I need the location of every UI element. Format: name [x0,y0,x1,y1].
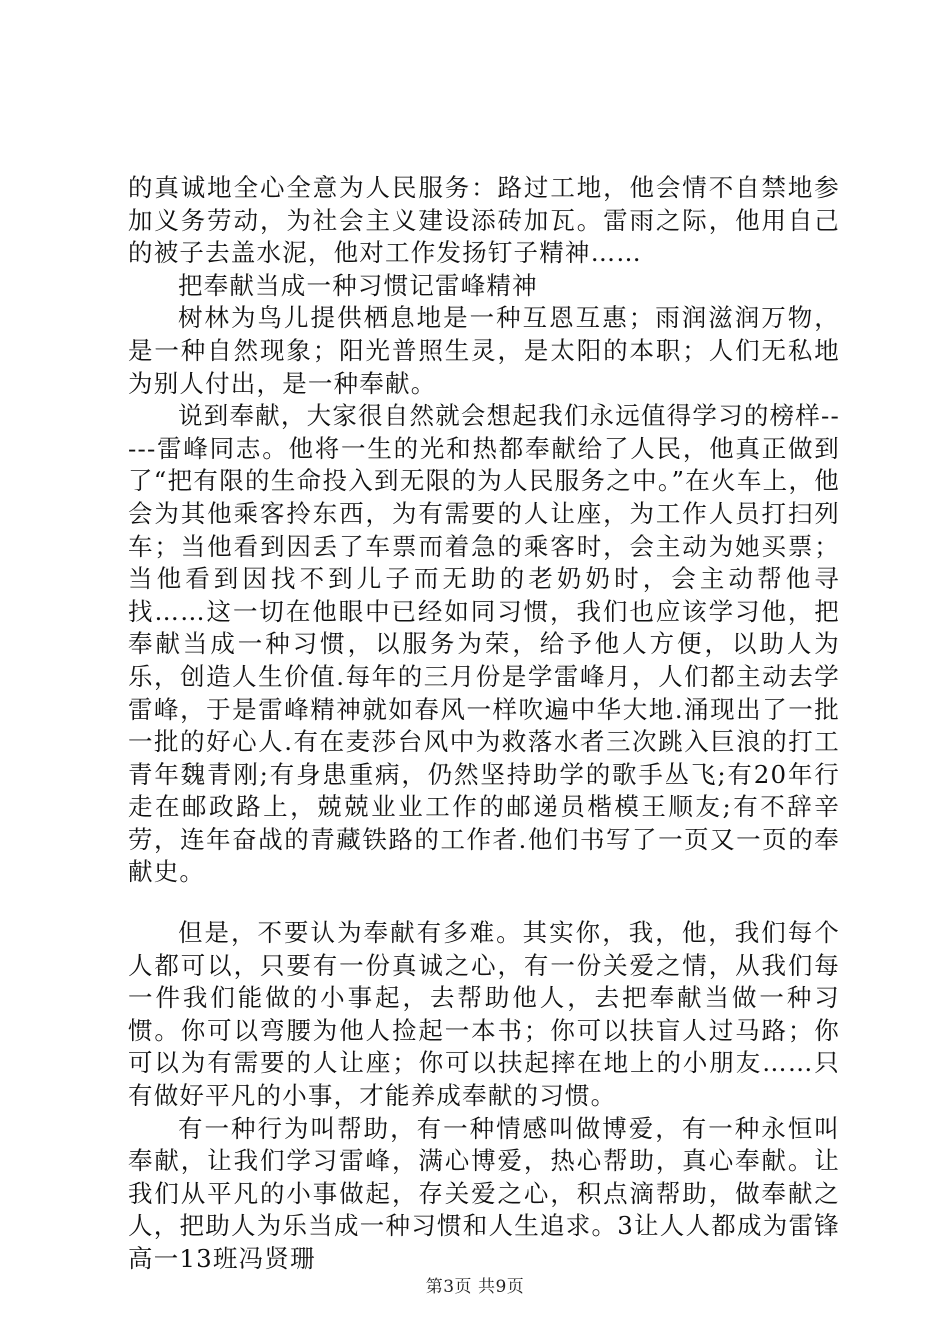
document-body [128,172,840,1276]
paragraph-lei-feng: 说到奉献，大家很自然就会想起我们永远值得学习的榜样-----雷峰同志。他将一生的光和热都奉献给了人民，他真正做到了“把有限的生命投入到无限的为人民服务之中。”在火车上，他会为其他乘客拎东西，为有需要的人让座，为工作人员打扫列车；当他看到因丢了车票而着急的乘客时，会主动为她买票；当他看到因找不到儿子而无助的老奶奶时，会主动帮他寻找……这一切在他眼中已经如同习惯，我们也应该学习他，把奉献当成一种习惯，以服务为荣，给予他人方便，以助人为乐，创造人生价值.每年的三月份是学雷峰月，人们都主动去学雷峰，于是雷峰精神就如春风一样吹遍中华大地.涌现出了一批一批的好心人.有在麦莎台风中为救落水者三次跳入巨浪的打工青年魏青刚;有身患重病，仍然坚持助学的歌手丛飞;有20年行走在邮政路上，兢兢业业工作的邮递员楷模王顺友;有不辞辛劳，连年奋战的青藏铁路的工作者.他们书写了一页又一页的奉献史。 [128,401,840,887]
paragraph-intro: 树林为鸟儿提供栖息地是一种互恩互惠；雨润滋润万物，是一种自然现象；阳光普照生灵，是太阳的本职；人们无私地为别人付出，是一种奉献。 [128,303,840,398]
page-number-footer: 第3页 共9页 [425,1277,525,1297]
paragraph-small-things: 但是，不要认为奉献有多难。其实你，我，他，我们每个人都可以，只要有一份真诚之心，有一份关爱之情，从我们每一件我们能做的小事起，去帮助他人，去把奉献当做一种习惯。你可以弯腰为他人捡起一本书；你可以扶盲人过马路；你可以为有需要的人让座；你可以扶起摔在地上的小朋友……只有做好平凡的小事，才能养成奉献的习惯。 [128,918,840,1111]
paragraph-conclusion: 有一种行为叫帮助，有一种情感叫做博爱，有一种永恒叫奉献，让我们学习雷峰，满心博爱，热心帮助，真心奉献。让我们从平凡的小事做起，存关爱之心，积点滴帮助，做奉献之人，把助人为乐当成一种习惯和人生追求。3让人人都成为雷锋高一13班冯贤珊 [128,1113,840,1273]
section-title: 把奉献当成一种习惯记雷峰精神 [178,270,538,300]
paragraph-continuation: 的真诚地全心全意为人民服务：路过工地，他会情不自禁地参加义务劳动，为社会主义建设添砖加瓦。雷雨之际，他用自己的被子去盖水泥，他对工作发扬钉子精神…… [128,173,840,268]
